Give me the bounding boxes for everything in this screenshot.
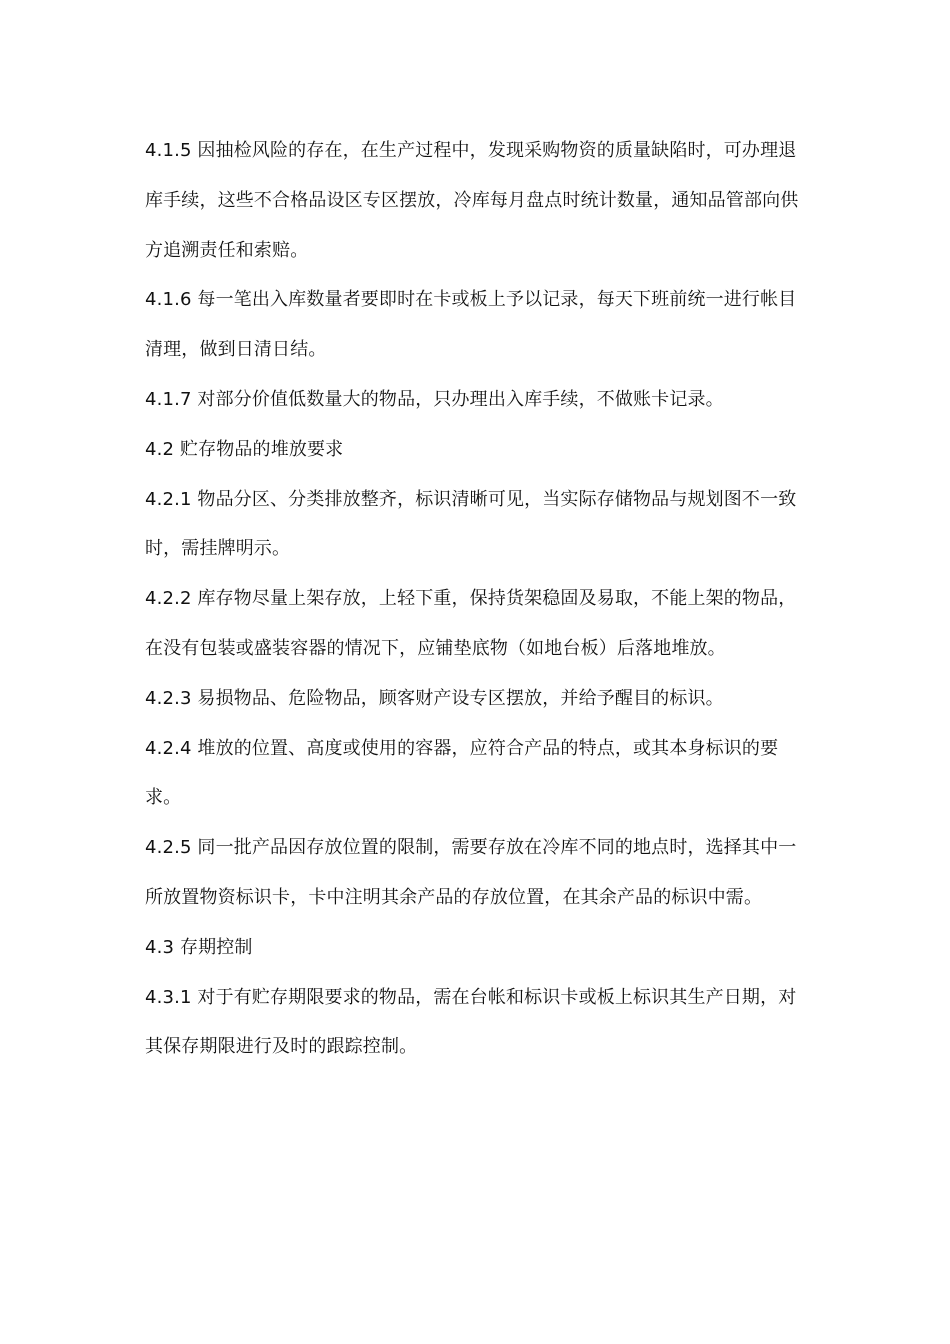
- section-heading-4-2: 4.2 贮存物品的堆放要求: [145, 438, 344, 460]
- paragraph-4-1-5: 4.1.5 因抽检风险的存在，在生产过程中，发现采购物资的质量缺陷时，可办理退库手续，这些不合格品设区专区摆放，冷库每月盘点时统计数量，通知品管部向供方追溯责任和索赔。: [145, 140, 799, 261]
- paragraph-4-2-4: 4.2.4 堆放的位置、高度或使用的容器，应符合产品的特点，或其本身标识的要求。: [145, 737, 779, 809]
- section-heading-4-3: 4.3 存期控制: [145, 936, 253, 958]
- document-body: [145, 126, 808, 1072]
- paragraph-4-2-2: 4.2.2 库存物尽量上架存放，上轻下重，保持货架稳固及易取，不能上架的物品，在没有包装或盛装容器的情况下，应铺垫底物（如地台板）后落地堆放。: [145, 588, 797, 659]
- paragraph-4-1-7: 4.1.7 对部分价值低数量大的物品，只办理出入库手续，不做账卡记录。: [145, 388, 724, 410]
- paragraph-4-2-1: 4.2.1 物品分区、分类排放整齐，标识清晰可见，当实际存储物品与规划图不一致时，需挂牌明示。: [145, 488, 797, 560]
- paragraph-4-2-5: 4.2.5 同一批产品因存放位置的限制，需要存放在冷库不同的地点时，选择其中一所放置物资标识卡，卡中注明其余产品的存放位置，在其余产品的标识中需。: [145, 837, 797, 908]
- paragraph-4-1-6: 4.1.6 每一笔出入库数量者要即时在卡或板上予以记录，每天下班前统一进行帐目清理，做到日清日结。: [145, 289, 797, 361]
- paragraph-4-2-3: 4.2.3 易损物品、危险物品，顾客财产设专区摆放，并给予醒目的标识。: [145, 687, 724, 709]
- paragraph-4-3-1: 4.3.1 对于有贮存期限要求的物品，需在台帐和标识卡或板上标识其生产日期，对其保存期限进行及时的跟踪控制。: [145, 986, 797, 1058]
